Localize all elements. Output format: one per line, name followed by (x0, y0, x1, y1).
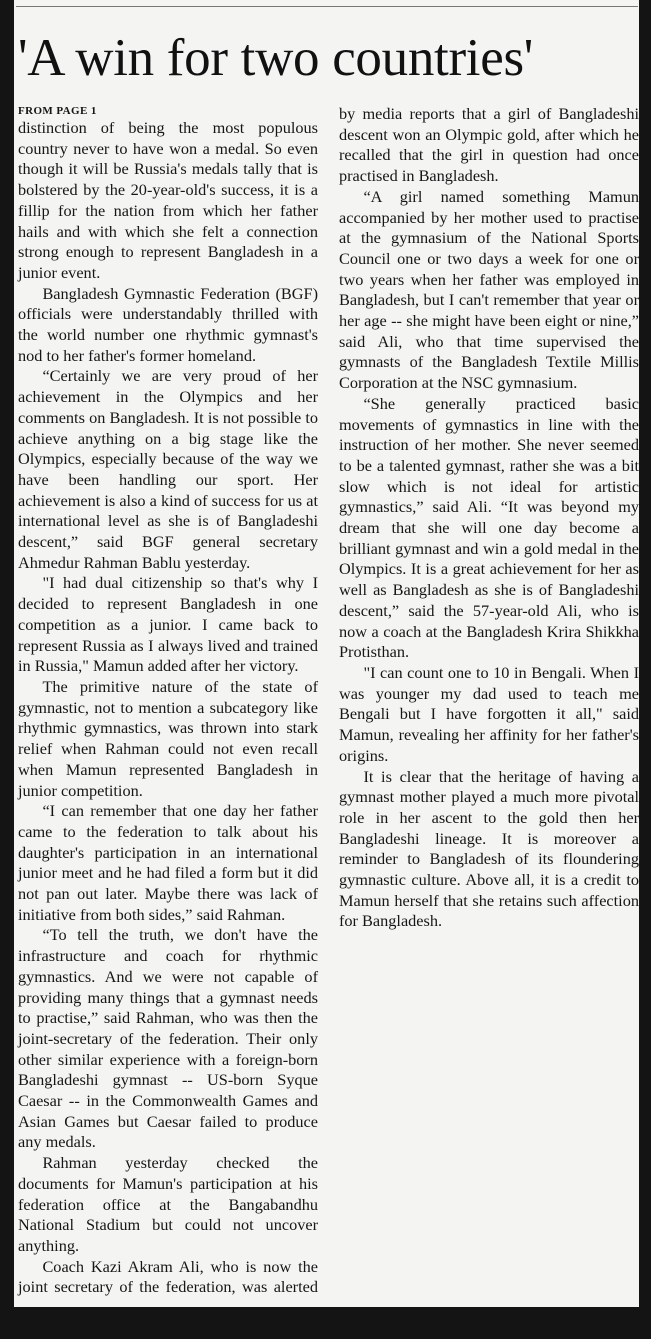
article-paragraph-3: “Certainly we are very proud of her achievement in the Olympics and her comments on Bangladesh. It is not possible to achieve anything on a big stage like the Olympics, especially because of the way we have been handling our sport. Her achievement is also a kind of success for us at international level as she is of Bangladeshi descent,” said BGF general secretary Ahmedur Rahman Bablu yesterday. (18, 366, 318, 572)
headline: 'A win for two countries' (18, 29, 534, 87)
top-rule (16, 6, 638, 7)
from-page-kicker: FROM PAGE 1 (18, 105, 97, 117)
article-paragraph-9: Coach Kazi Akram Ali, who is now the joint secretary of the federation, was alerted by media reports that a girl of Bangladeshi descent won an Olympic gold, after which he recalled that the girl in question had once practised in Bangladesh. (18, 104, 639, 1297)
article-paragraph-12: "I can count one to 10 in Bengali. When I was younger my dad used to teach me Bengali but I have forgotten it all," said Mamun, revealing her affinity for her father's origins. (339, 662, 639, 765)
article-paragraph-10: “A girl named something Mamun accompanied by her mother used to practise at the gymnasium of the National Sports Council one or two days a week for one or two years when her father was employed in Bangladesh, but I can't remember that year or her age -- she might have been eight or nine,” said Ali, who that time supervised the gymnasts of the Bangladesh Textile Millis Corporation at the NSC gymnasium. (339, 186, 639, 393)
article-paragraph-13: It is clear that the heritage of having a gymnast mother played a much more pivotal role in her ascent to the gold then her Bangladeshi lineage. It is moreover a reminder to Bangladesh of its floundering gymnastic culture. Above all, it is a credit to Mamun herself that she retains such affection for Bangladesh. (339, 766, 639, 931)
article-paragraph-5: The primitive nature of the state of gymnastic, not to mention a subcategory like rhythmic gymnastics, was thrown into stark relief when Rahman could not even recall when Mamun represented Bangladesh in junior competition. (18, 676, 318, 800)
scan-edge-right (639, 0, 651, 1339)
article-paragraph-6: “I can remember that one day her father came to the federation to talk about his daughter's participation in an international junior meet and he had filed a form but it did not pan out later. Maybe there was lack of initiative from both sides,” said Rahman. (18, 801, 318, 924)
article-paragraph-7: “To tell the truth, we don't have the infrastructure and coach for rhythmic gymnastics. And we were not capable of providing many things that a gymnast needs to practise,” said Rahman, who was then the joint-secretary of the federation. Their only other similar experience with a foreign-born Bangladeshi gymnast -- US-born Syque Caesar -- in the Commonwealth Games and Asian Games but Caesar failed to produce any medals. (18, 925, 318, 1152)
article-body (18, 104, 639, 1304)
article-paragraph-4: "I had dual citizenship so that's why I decided to represent Bangladesh in one competition as a junior. I came back to represent Russia as I always lived and trained in Russia," Mamun added after her victory. (18, 573, 318, 676)
scan-edge-bottom (0, 1307, 651, 1339)
article-paragraph-11: “She generally practiced basic movements of gymnastics in line with the instruction of her mother. She never seemed to be a talented gymnast, rather she was a bit slow which is not ideal for artistic gymnastics,” said Ali. “It was beyond my dream that she will one day become a brilliant gymnast and win a gold medal in the Olympics. It is a great achievement for her as well as Bangladesh as she is of Bangladeshi descent,” said the 57-year-old Ali, who is now a coach at the Bangladesh Krira Shikkha Protisthan. (339, 393, 639, 662)
article-paragraph-1: distinction of being the most populous country never to have won a medal. So even though it will be Russia's medals tally that is bolstered by the 20-year-old's success, it is a fillip for the nation from which her father hails and with which she felt a connection strong enough to represent Bangladesh in a junior event. (18, 118, 318, 282)
article-paragraph-2: Bangladesh Gymnastic Federation (BGF) officials were understandably thrilled with the world number one rhythmic gymnast's nod to her father's former homeland. (18, 283, 318, 365)
article-paragraph-8: Rahman yesterday checked the documents for Mamun's participation at his federation office at the Bangabandhu National Stadium but could not uncover anything. (18, 1153, 318, 1255)
scan-edge-left (0, 0, 14, 1339)
